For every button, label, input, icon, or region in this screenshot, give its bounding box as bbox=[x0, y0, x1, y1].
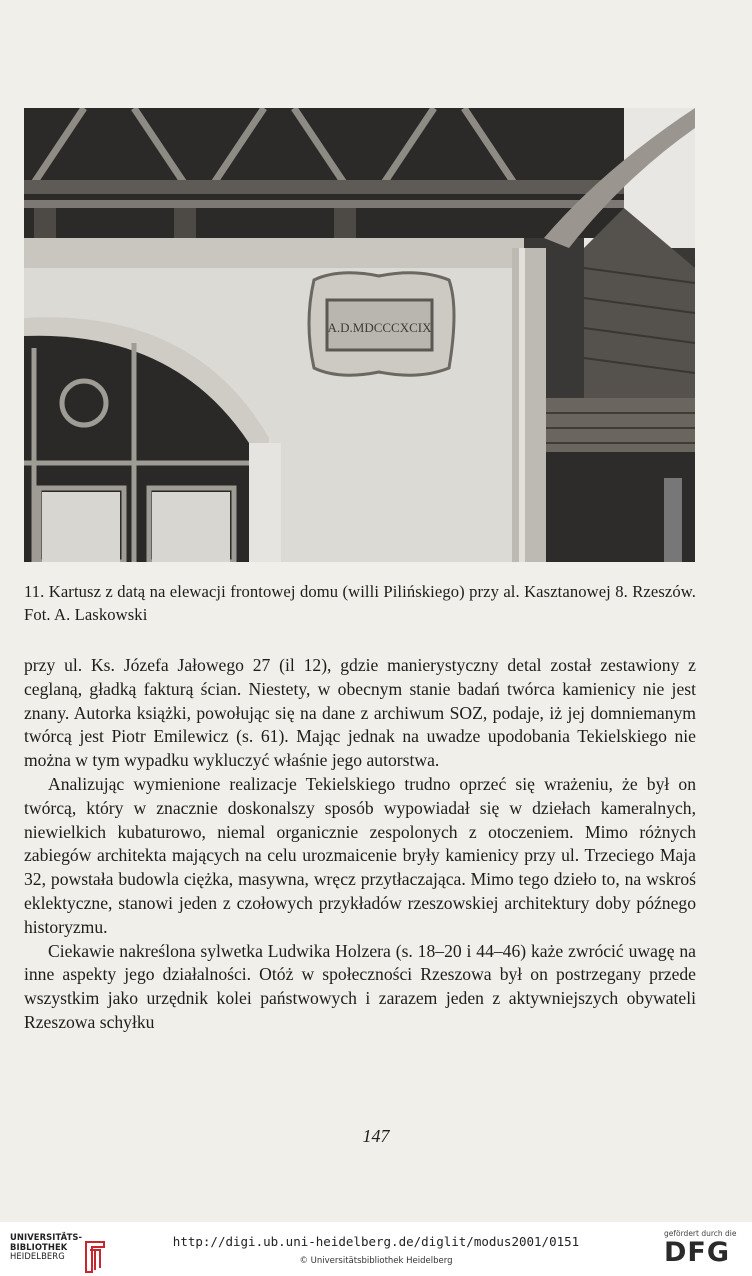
cartouche-date: A.D.MDCCCXCIX bbox=[327, 320, 432, 335]
footer-bar bbox=[0, 1222, 752, 1276]
photo-image bbox=[24, 108, 695, 562]
copyright-notice: © Universitätsbibliothek Heidelberg bbox=[299, 1256, 453, 1266]
paragraph-3: Ciekawie nakreślona sylwetka Ludwika Holzera (s. 18–20 i 44–46) każe zwrócić uwagę na inne aspekty jego działalności. Otóż w społeczności Rzeszowa był on postrzegany przede wszystkim jako urzędnik kolei państwowych i zarazem jeden z aktywniejszych obywateli Rzeszowa schyłku bbox=[24, 940, 696, 1032]
library-line-3: HEIDELBERG bbox=[10, 1251, 65, 1262]
body-text bbox=[24, 654, 696, 1035]
permalink-url[interactable]: http://digi.ub.uni-heidelberg.de/diglit/modus2001/0151 bbox=[172, 1234, 580, 1249]
figure-caption: 11. Kartusz z datą na elewacji frontowej domu (willi Pilińskiego) przy al. Kasztanowej 8. Rzeszów. Fot. A. Laskowski bbox=[24, 582, 696, 624]
library-line-2: BIBLIOTHEK bbox=[10, 1241, 68, 1252]
facade-photograph bbox=[24, 108, 695, 562]
paragraph-1: przy ul. Ks. Józefa Jałowego 27 (il 12), gdzie manierystyczny detal został zestawiony z ceglaną, gładką fakturą ścian. Niestety, w obecnym stanie badań twórca kamienicy nie jest znany. Autorka książki, powołując się na dane z archiwum SOZ, podaje, iż jej domniemanym twórcą jest Piotr Emilewicz (s. 61). Mając jednak na uwadze upodobania Tekielskiego nie można w tym wypadku wykluczyć właśnie jego autorstwa. bbox=[24, 655, 696, 771]
funding-label: gefördert durch die bbox=[664, 1229, 737, 1238]
page-number: 147 bbox=[362, 1126, 390, 1146]
library-line-1: UNIVERSITÄTS- bbox=[10, 1232, 83, 1242]
paragraph-2: Analizując wymienione realizacje Tekielskiego trudno oprzeć się wrażeniu, że był on twórcą, który w znacznie doskonalszy sposób wypowiadał się w dziełach kameralnych, niewielkich kubaturowo, niemal organicznie zespolonych z otoczeniem. Mimo różnych zabiegów architekta mających na celu urozmaicenie bryły kamienicy przy ul. Trzeciego Maja 32, powstała budowla ciężka, masywna, wręcz przytłaczająca. Mimo tego dzieło to, na wskroś eklektyczne, stanowi jeden z czołowych przykładów rzeszowskiej architektury doby późnego historyzmu. bbox=[24, 773, 696, 937]
dfg-letters: DFG bbox=[664, 1237, 731, 1268]
dfg-logo[interactable] bbox=[664, 1229, 738, 1268]
